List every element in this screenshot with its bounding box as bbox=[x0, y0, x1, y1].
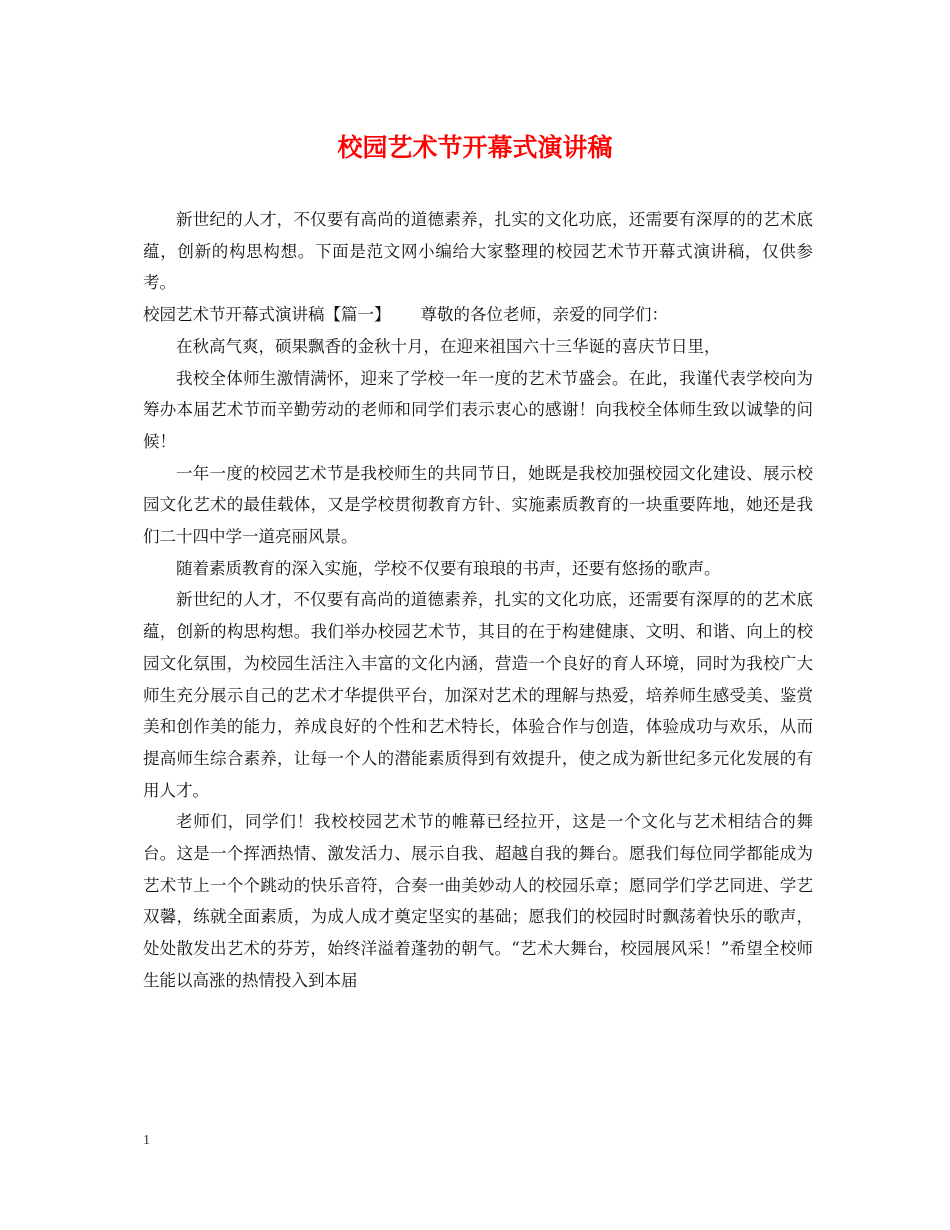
body-paragraph: 我校全体师生激情满怀，迎来了学校一年一度的艺术节盛会。在此，我谨代表学校向为筹办本届艺术节而辛勤劳动的老师和同学们表示衷心的感谢！向我校全体师生致以诚挚的问候！ bbox=[143, 368, 813, 451]
intro-paragraph: 新世纪的人才，不仅要有高尚的道德素养，扎实的文化功底，还需要有深厚的的艺术底蕴，创新的构思构想。下面是范文网小编给大家整理的校园艺术节开幕式演讲稿，仅供参考。 bbox=[143, 210, 813, 293]
section-heading: 校园艺术节开幕式演讲稿【篇一】 bbox=[143, 305, 391, 325]
page-number: 1 bbox=[143, 1133, 150, 1148]
body-paragraph: 老师们，同学们！我校校园艺术节的帷幕已经拉开，这是一个文化与艺术相结合的舞台。这是一个挥洒热情、激发活力、展示自我、超越自我的舞台。愿我们每位同学都能成为艺术节上一个个跳动的快乐音符，合奏一曲美妙动人的校园乐章；愿同学们学艺同进、学艺双馨，练就全面素质，为成人成才奠定坚实的基础；愿我们的校园时时飘荡着快乐的歌声，处处散发出艺术的芬芳，始终洋溢着蓬勃的朝气。“艺术大舞台，校园展风采！”希望全校师生能以高涨的热情投入到本届 bbox=[143, 812, 813, 990]
greeting: 尊敬的各位老师，亲爱的同学们： bbox=[420, 305, 668, 325]
body-paragraph: 在秋高气爽，硕果飘香的金秋十月，在迎来祖国六十三华诞的喜庆节日里， bbox=[176, 336, 721, 356]
section-heading-line bbox=[143, 299, 813, 331]
body-paragraph: 新世纪的人才，不仅要有高尚的道德素养，扎实的文化功底，还需要有深厚的的艺术底蕴，创新的构思构想。我们举办校园艺术节，其目的在于构建健康、文明、和谐、向上的校园文化氛围，为校园生活注入丰富的文化内涵，营造一个良好的育人环境，同时为我校广大师生充分展示自己的艺术才华提供平台，加深对艺术的理解与热爱，培养师生感受美、鉴赏美和创作美的能力，养成良好的个性和艺术特长，体验合作与创造，体验成功与欢乐，从而提高师生综合素养，让每一个人的潜能素质得到有效提升，使之成为新世纪多元化发展的有用人才。 bbox=[143, 590, 813, 800]
body-paragraph: 一年一度的校园艺术节是我校师生的共同节日，她既是我校加强校园文化建设、展示校园文化艺术的最佳载体，又是学校贯彻教育方针、实施素质教育的一块重要阵地，她还是我们二十四中学一道亮丽风景。 bbox=[143, 463, 813, 547]
document-title: 校园艺术节开幕式演讲稿 bbox=[337, 133, 613, 162]
document-body bbox=[143, 204, 813, 997]
body-paragraph: 随着素质教育的深入实施，学校不仅要有琅琅的书声，还要有悠扬的歌声。 bbox=[176, 558, 721, 578]
